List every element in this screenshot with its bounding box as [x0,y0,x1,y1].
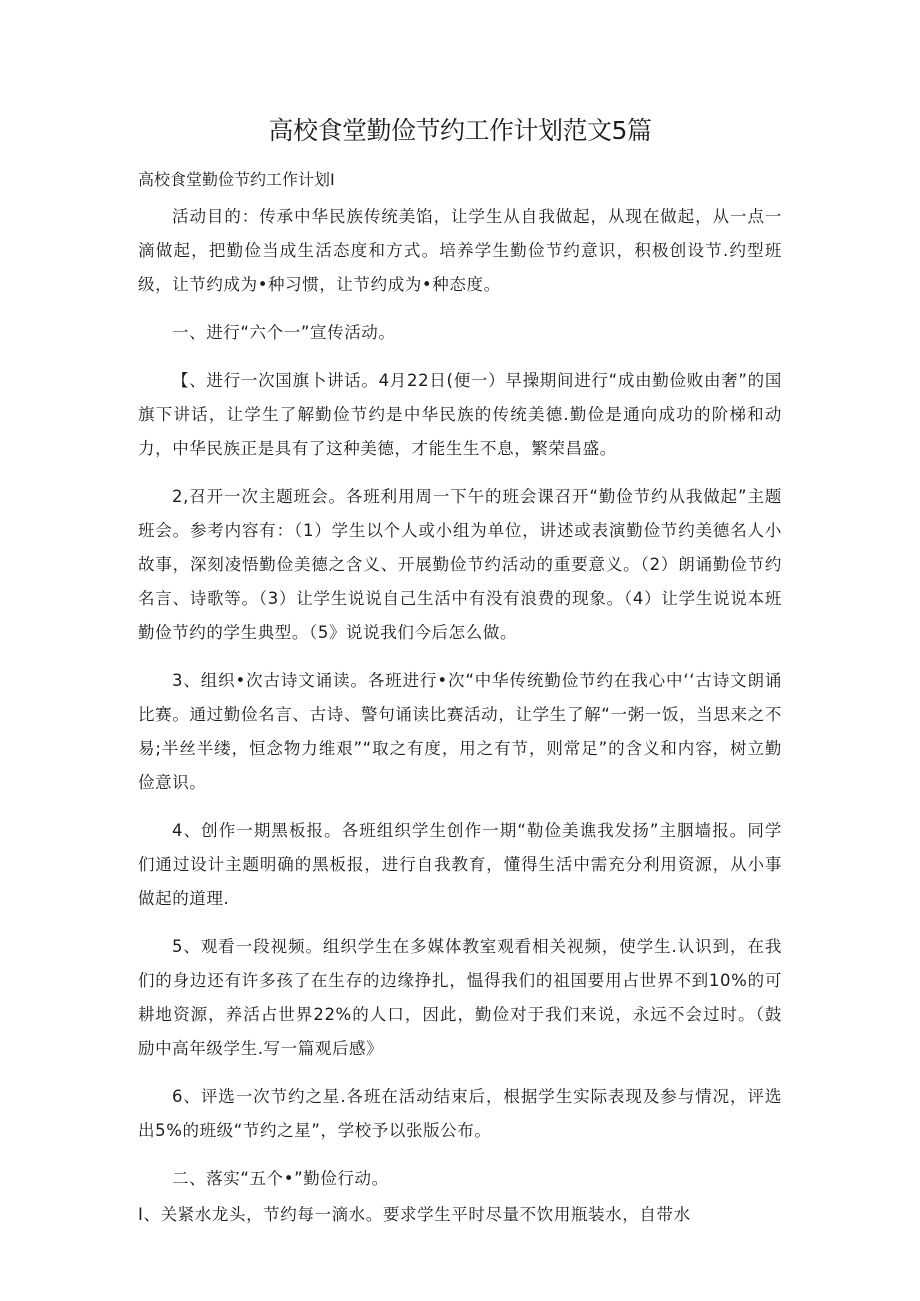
paragraph-item-4: 4、创作一期黑板报。各班组织学生创作一期“勒俭美谯我发扬”主胭墙报。同学们通过设计主题明确的黑板报，进行自我教育，懂得生活中需充分利用资源，从小事做起的道理. [138,821,782,908]
document-title: 高校食堂勤俭节约工作计划范文5篇 [268,116,652,145]
section-heading-one: 一、进行“六个一”宣传活动。 [172,323,396,342]
paragraph-purpose: 活动目的：传承中华民族传统美馅，让学生从自我做起，从现在做起，从一点一滴做起，把勤俭当成生活态度和方式。培养学生勤俭节约意识，积极创设节.约型班级，让节约成为•种习惯，让节约成为•种态度。 [138,207,782,294]
document-body [138,200,782,1232]
document-subtitle: 高校食堂勤俭节约工作计划I [138,170,335,189]
paragraph-item-2: 2,召开一次主题班会。各班利用周一下午的班会课召开“勤俭节约从我做起”主题班会。参考内容有：（1）学生以个人或小组为单位，讲述或表演勤俭节约美德名人小故事，深刻凌悟勤俭美德之含义、开展勤俭节约活动的重要意义。（2）朗诵勤俭节约名言、诗歌等。（3）让学生说说自己生活中有没有浪费的现象。（4）让学生说说本班勤俭节约的学生典型。（5》说说我们今后怎么做。 [138,487,782,642]
paragraph-item-1: 【、进行一次国旗卜讲话。4月22日(便一）早操期间进行“成由勤俭败由奢”的国旗下讲话，让学生了解勤俭节约是中华民族的传统美德.勤俭是通向成功的阶梯和动力，中华民族正是具有了这种美德，才能生生不息，繁荣昌盛。 [138,371,782,458]
paragraph-item-6: 6、评选一次节约之星.各班在活动结束后，根据学生实际表现及参与情况，评选出5%的班级“节约之星”，学校予以张版公布。 [138,1087,782,1140]
paragraph-item-3: 3、组织•次古诗文诵读。各班进行•次“中华传统勤俭节约在我心中‘‘古诗文朗诵比赛。通过勤俭名言、古诗、警句诵读比赛活动，让学生了解“一粥一饭，当思来之不易;半丝半缕，恒念物力维艰”“取之有度，用之有节，则常足”的含义和内容，树立勤俭意识。 [138,671,782,792]
paragraph-item-5: 5、观看一段视频。组织学生在多媒体教室观看相关视频，使学生.认识到，在我们的身边还有许多孩了在生存的边缘挣扎，愠得我们的祖国要用占世界不到10%的可耕地资源，养活占世界22%的人口，因此，勤俭对于我们来说，永远不会过时。（鼓励中高年级学生.写一篇观后感》 [138,937,782,1058]
paragraph-action-1: I、关紧水龙头，节约每一滴水。要求学生平时尽量不饮用瓶装水，自带水 [138,1205,691,1224]
section-heading-two: 二、落实“五个•”勤俭行动。 [172,1169,389,1188]
